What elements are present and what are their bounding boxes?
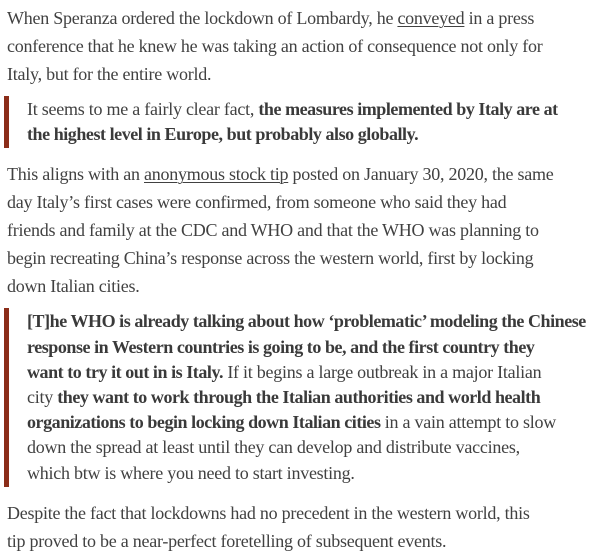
body-text: When Speranza ordered the lockdown of Lombardy, he <box>7 8 398 28</box>
emphasized-text: they want to work through the Italian authorities and world health <box>57 387 541 408</box>
body-text: which btw is where you need to start investing. <box>27 462 355 483</box>
body-text: posted on January 30, 2020, the same <box>288 164 554 185</box>
text-line <box>7 527 605 555</box>
blockquote-who-stock-tip <box>4 308 605 486</box>
emphasized-text: [T]he WHO is already talking about how ‘problematic’ modeling the Chinese <box>27 311 586 332</box>
text-line <box>27 410 605 435</box>
emphasized-text: the highest level in Europe, but probably also globally. <box>27 124 419 145</box>
text-line <box>7 272 605 300</box>
paragraph-anonymous-stock-tip <box>7 160 605 300</box>
text-line <box>7 216 605 244</box>
body-text: conference that he knew he was taking an action of consequence not only for <box>7 36 543 56</box>
emphasized-text: want to try it out in is Italy. <box>27 361 224 382</box>
paragraph-lockdowns-no-precedent <box>7 499 605 555</box>
body-text: in a press <box>464 8 535 28</box>
body-text: This aligns with an <box>7 164 144 185</box>
text-line <box>7 188 605 216</box>
body-text: It seems to me a fairly clear fact, <box>27 99 259 119</box>
text-line <box>27 335 605 360</box>
text-line <box>7 4 605 32</box>
text-line <box>7 32 605 60</box>
text-line <box>7 244 605 272</box>
body-text: Despite the fact that lockdowns had no precedent in the western world, this <box>7 502 530 523</box>
text-line <box>27 309 605 334</box>
body-text: If it begins a large outbreak in a major Italian <box>223 361 542 382</box>
inline-link[interactable]: conveyed <box>397 8 465 28</box>
paragraph-speranza-lockdown <box>7 4 605 88</box>
body-text: down the spread at least until they can develop and distribute vaccines, <box>27 437 520 458</box>
text-line <box>27 122 605 147</box>
inline-link[interactable]: anonymous stock tip <box>144 164 289 185</box>
body-text: tip proved to be a near-perfect foretelling of subsequent events. <box>7 530 447 551</box>
text-line <box>27 461 605 486</box>
emphasized-text: response in Western countries is going to be, and the first country they <box>27 336 535 357</box>
emphasized-text: organizations to begin locking down Italian cities <box>27 412 381 433</box>
body-text: down Italian cities. <box>7 276 140 297</box>
emphasized-text: the measures implemented by Italy are at <box>258 99 558 119</box>
text-line <box>7 160 605 188</box>
body-text: city <box>27 387 58 408</box>
text-line <box>7 499 605 527</box>
text-line <box>27 385 605 410</box>
body-text: begin recreating China’s response across the western world, first by locking <box>7 248 534 269</box>
body-text: Italy, but for the entire world. <box>7 64 212 84</box>
blockquote-measures-highest-level <box>4 96 605 148</box>
text-line <box>7 60 605 88</box>
body-text: day Italy’s first cases were confirmed, from someone who said they had <box>7 192 507 213</box>
text-line <box>27 360 605 385</box>
body-text: friends and family at the CDC and WHO and that the WHO was planning to <box>7 220 539 241</box>
body-text: in a vain attempt to slow <box>380 412 557 433</box>
text-line <box>27 97 605 122</box>
text-line <box>27 435 605 460</box>
